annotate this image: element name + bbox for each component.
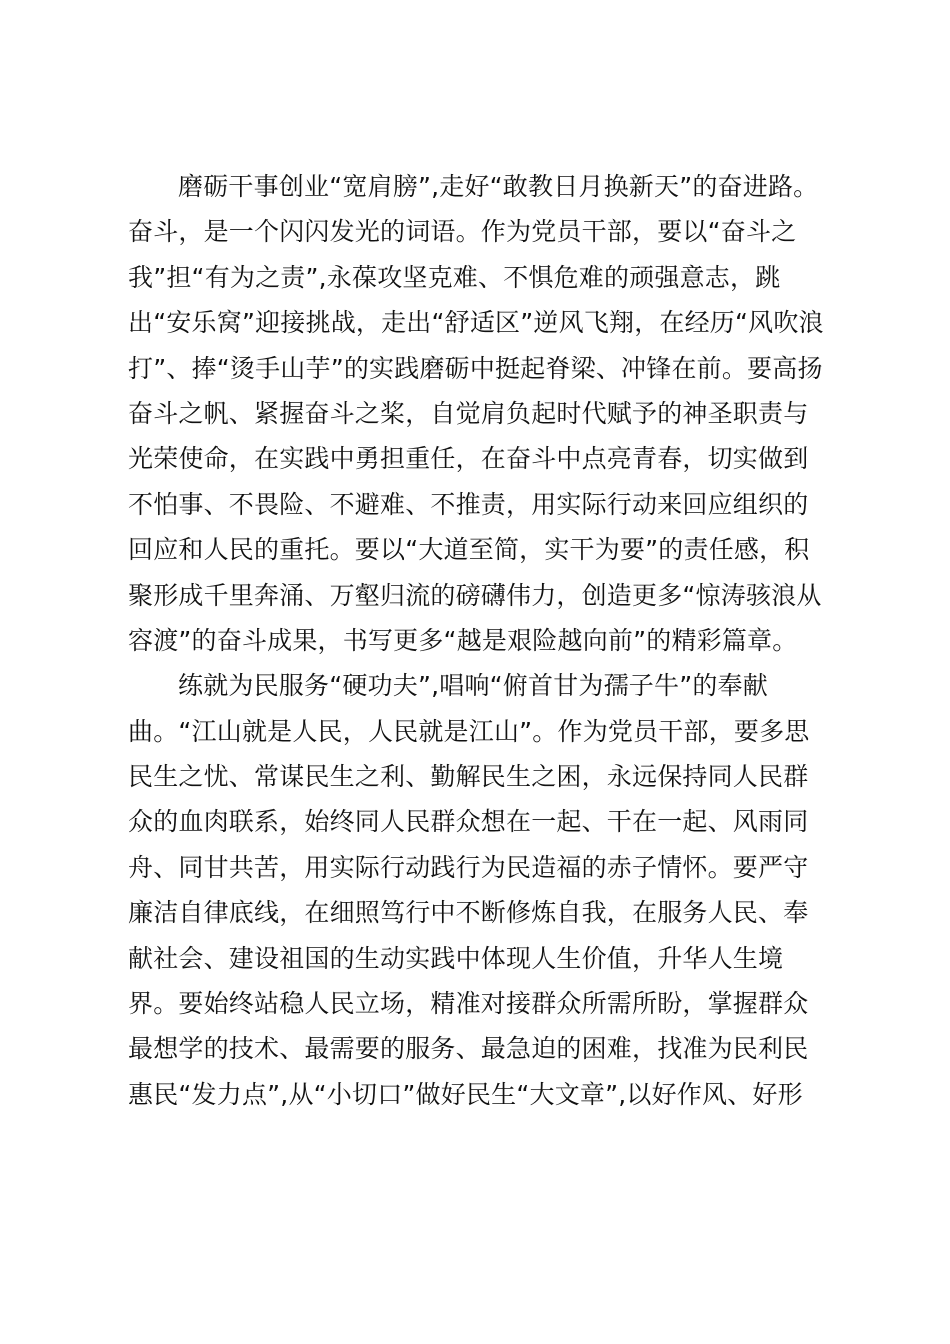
paragraph-2-line-4: 众的血肉联系，始终同人民群众想在一起、干在一起、风雨同 — [128, 807, 809, 837]
paragraph-1-line-11: 容渡”的奋斗成果，书写更多“越是艰险越向前”的精彩篇章。 — [128, 625, 798, 655]
paragraph-1-line-8: 不怕事、不畏险、不避难、不推责，用实际行动来回应组织的 — [128, 489, 809, 519]
paragraph-2-line-6: 廉洁自律底线，在细照笃行中不断修炼自我，在服务人民、奉 — [128, 898, 809, 928]
paragraph-2-line-2: 曲。“江山就是人民，人民就是江山”。作为党员干部，要多思 — [128, 716, 810, 746]
paragraph-2-line-10: 惠民“发力点”,从“小切口”做好民生“大文章”,以好作风、好形 — [128, 1079, 803, 1109]
paragraph-1-line-5: 打”、捧“烫手山芋”的实践磨砺中挺起脊梁、冲锋在前。要高扬 — [128, 353, 823, 383]
paragraph-1-line-6: 奋斗之帆、紧握奋斗之桨，自觉肩负起时代赋予的神圣职责与 — [128, 398, 809, 428]
paragraph-1-line-4: 出“安乐窝”迎接挑战，走出“舒适区”逆风飞翔，在经历“风吹浪 — [128, 308, 824, 338]
paragraph-1-line-3: 我”担“有为之责”,永葆攻坚克难、不惧危难的顽强意志，跳 — [128, 262, 781, 292]
paragraph-1-line-10: 聚形成千里奔涌、万壑归流的磅礴伟力，创造更多“惊涛骇浪从 — [128, 580, 822, 610]
paragraph-1-line-9: 回应和人民的重托。要以“大道至简，实干为要”的责任感，积 — [128, 535, 810, 565]
paragraph-2-line-7: 献社会、建设祖国的生动实践中体现人生价值，升华人生境 — [128, 943, 784, 973]
paragraph-1-line-2: 奋斗，是一个闪闪发光的词语。作为党员干部，要以“奋斗之 — [128, 217, 797, 247]
paragraph-2-line-3: 民生之忧、常谋民生之利、勤解民生之困，永远保持同人民群 — [128, 762, 809, 792]
paragraph-1-line-7: 光荣使命，在实践中勇担重任，在奋斗中点亮青春，切实做到 — [128, 444, 809, 474]
paragraph-2-line-8: 界。要始终站稳人民立场，精准对接群众所需所盼，掌握群众 — [128, 989, 809, 1019]
paragraph-2-line-1: 练就为民服务“硬功夫”,唱响“俯首甘为孺子牛”的奉献 — [178, 671, 768, 701]
paragraph-1-line-1: 磨砺干事创业“宽肩膀”,走好“敢教日月换新天”的奋进路。 — [178, 172, 819, 201]
paragraph-2-line-5: 舟、同甘共苦，用实际行动践行为民造福的赤子情怀。要严守 — [128, 852, 809, 882]
body-text — [128, 164, 838, 1117]
paragraph-2-line-9: 最想学的技术、最需要的服务、最急迫的困难，找准为民利民 — [128, 1034, 809, 1064]
